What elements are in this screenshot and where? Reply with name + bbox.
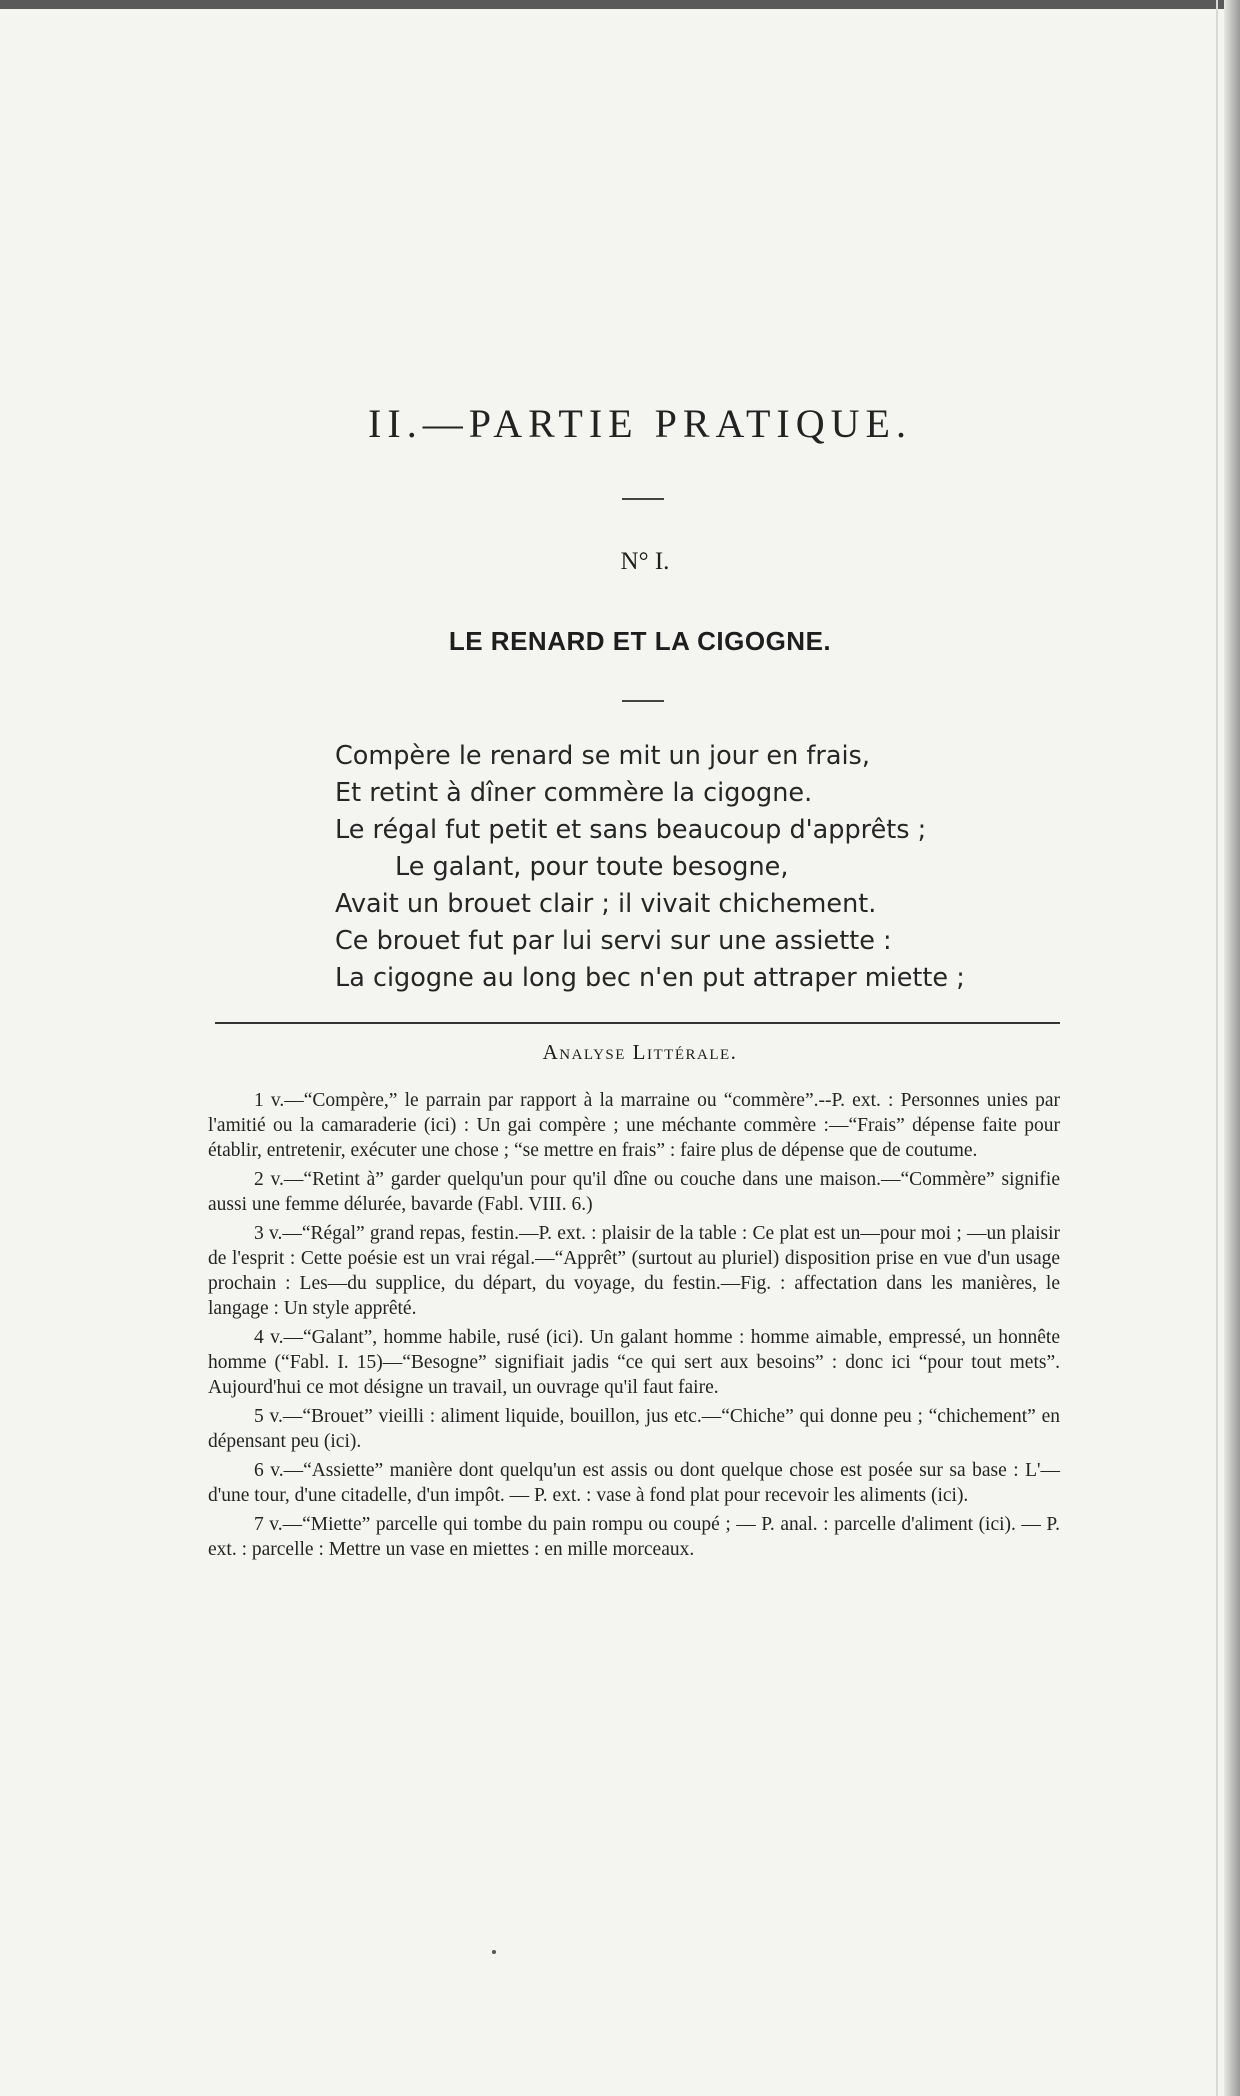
note-verse-5: 5 v.—“Brouet” vieilli : aliment liquide, bouillon, jus etc.—“Chiche” qui donne peu ; “chichement” en dépensant peu (ici). (208, 1406, 1060, 1452)
section-title: II.—PARTIE PRATIQUE. (368, 401, 912, 446)
speck-mark (492, 1950, 496, 1954)
note-verse-3: 3 v.—“Régal” grand repas, festin.—P. ext. : plaisir de la table : Ce plat est un—pour moi ; —un plaisir de l'esprit : Cette poésie est un vrai régal.—“Apprêt” (surtout au pluriel) disposition prise en vue d'un usage prochain : Les—du supplice, du départ, du voyage, du festin.—Fig. : affectation dans les manières, le langage : Un style apprêté. (208, 1223, 1060, 1319)
page-edge-line (1216, 0, 1218, 2096)
note-verse-4: 4 v.—“Galant”, homme habile, rusé (ici). Un galant homme : homme aimable, empressé, un honnête homme (“Fabl. I. 15)—“Besogne” signifiait jadis “ce qui sert aux besoins” : donc ici “pour tout mets”. Aujourd'hui ce mot désigne un travail, un ouvrage qu'il faut faire. (208, 1327, 1060, 1398)
note-verse-1: 1 v.—“Compère,” le parrain par rapport à la marraine ou “commère”.--P. ext. : Personnes unies par l'amitié ou la camaraderie (ici) : Un gai compère ; une méchante commère :—“Frais” dépense faite pour établir, entretenir, exécuter une chose ; “se mettre en frais” : faire plus de dépense que de coutume. (208, 1090, 1060, 1161)
scan-top-edge (0, 0, 1240, 9)
poem-line: Et retint à dîner commère la cigogne. (335, 778, 813, 808)
analysis-title: Analyse Littérale. (542, 1040, 738, 1064)
poem-line: Le régal fut petit et sans beaucoup d'apprêts ; (335, 815, 927, 845)
note-verse-2: 2 v.—“Retint à” garder quelqu'un pour qu'il dîne ou couche dans une maison.—“Commère” signifie aussi une femme délurée, bavarde (Fabl. VIII. 6.) (208, 1169, 1060, 1215)
poem-line: Avait un brouet clair ; il vivait chichement. (335, 889, 877, 919)
poem (335, 738, 1035, 997)
note-verse-6: 6 v.—“Assiette” manière dont quelqu'un est assis ou dont quelque chose est posée sur sa base : L'— d'une tour, d'une citadelle, d'un impôt. — P. ext. : vase à fond plat pour recevoir les aliments (ici). (208, 1460, 1060, 1506)
poem-line: Compère le renard se mit un jour en frais, (335, 741, 870, 771)
fable-divider (622, 700, 664, 702)
poem-notes-divider (215, 1022, 1060, 1024)
analysis-notes (208, 1088, 1060, 1566)
poem-line: Le galant, pour toute besogne, (395, 852, 789, 882)
title-divider (622, 498, 664, 500)
poem-line: Ce brouet fut par lui servi sur une assiette : (335, 926, 892, 956)
poem-line: La cigogne au long bec n'en put attraper miette ; (335, 963, 965, 993)
scan-right-edge (1224, 0, 1240, 2096)
note-verse-7: 7 v.—“Miette” parcelle qui tombe du pain rompu ou coupé ; — P. anal. : parcelle d'aliment (ici). — P. ext. : parcelle : Mettre un vase en miettes : en mille morceaux. (208, 1514, 1060, 1560)
fable-title: LE RENARD ET LA CIGOGNE. (448, 626, 832, 656)
lesson-number: N° I. (620, 548, 670, 575)
